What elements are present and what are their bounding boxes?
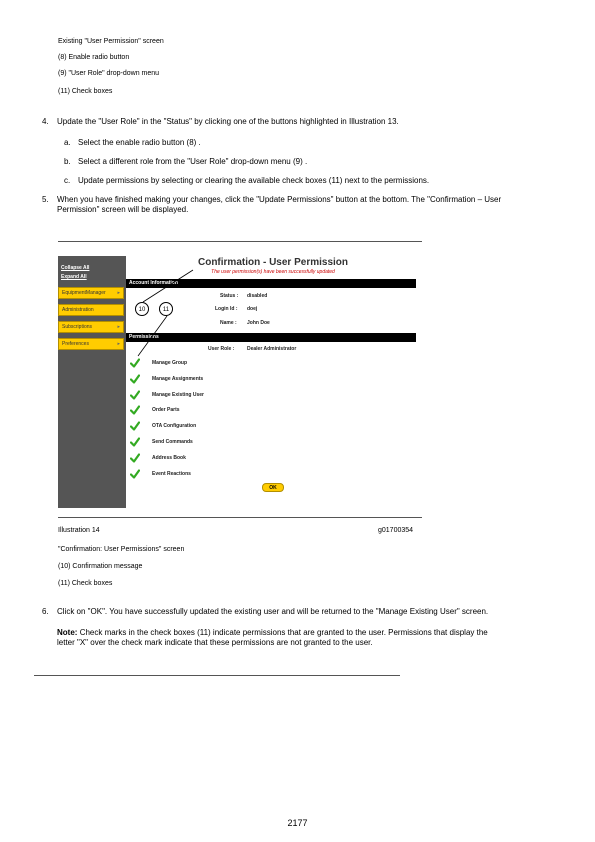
note	[57, 628, 567, 638]
permission-row	[130, 436, 330, 448]
permission-label: Manage Group	[152, 360, 188, 366]
step-text: Click on "OK". You have successfully updated the existing user and will be returned to the "Manage Existing User" screen.	[57, 607, 489, 616]
main-panel	[126, 256, 420, 508]
name-label: Name :	[220, 320, 237, 326]
checkmark-icon[interactable]	[130, 405, 140, 415]
checkmark-icon[interactable]	[130, 421, 140, 431]
permission-label: Order Parts	[152, 407, 180, 414]
sidebar-item-subscriptions[interactable]	[58, 321, 124, 333]
permission-row	[130, 389, 330, 401]
permission-label: Manage Assignments	[152, 375, 204, 382]
status-label: Status :	[220, 293, 239, 299]
login-label: Login Id :	[215, 306, 238, 312]
confirmation-message: The user permission(s) have been successfully updated	[211, 269, 335, 275]
permission-row	[130, 357, 330, 369]
permission-row	[130, 452, 330, 464]
permission-label: Address Book	[152, 454, 186, 461]
checkmark-icon[interactable]	[130, 374, 140, 384]
checkmark-icon[interactable]	[130, 437, 140, 447]
substep-letter: a.	[64, 138, 71, 147]
permission-row	[130, 373, 330, 385]
checkmark-icon[interactable]	[130, 390, 140, 400]
figure-bottom-rule	[58, 517, 422, 518]
illustration-caption: "Confirmation: User Permissions" screen	[58, 546, 185, 553]
step-number: 5.	[42, 195, 49, 204]
sidebar-item-equipment-manager[interactable]	[58, 287, 124, 299]
caption-item: (10) Confirmation message	[58, 563, 143, 570]
note-text-line: letter "X" over the check mark indicate that these permissions are not granted to the user.	[57, 638, 373, 647]
permission-row	[130, 404, 330, 416]
callout-10: 10	[135, 302, 149, 316]
step-number: 4.	[42, 117, 49, 126]
substep-letter: c.	[64, 176, 71, 185]
permission-label: Event Reactions	[152, 470, 191, 477]
checkmark-icon[interactable]	[130, 469, 140, 479]
status-value: disabled	[247, 293, 268, 299]
substep-text: Select the enable radio button (8) .	[78, 138, 201, 147]
permission-label: Send Commands	[152, 439, 193, 445]
account-information-band: Account Information	[126, 279, 416, 288]
step-text-line: Permission" screen will be displayed.	[57, 205, 189, 214]
permission-label: Manage Existing User	[152, 391, 204, 398]
user-role-value: Dealer Administrator	[247, 346, 297, 352]
callout-11: 11	[159, 302, 173, 316]
confirmation-screenshot	[58, 256, 420, 508]
caption-item: (11) Check boxes	[58, 88, 113, 95]
caption-item: (8) Enable radio button	[58, 54, 130, 61]
page-title: Confirmation - User Permission	[197, 257, 349, 268]
permission-row	[130, 420, 330, 432]
page-number: 2177	[287, 818, 308, 828]
sidebar-item-preferences[interactable]	[58, 338, 124, 350]
illustration-label: Illustration 14	[58, 527, 100, 534]
permission-row	[130, 468, 330, 480]
collapse-all-link[interactable]: Collapse All	[61, 265, 90, 271]
step-number: 6.	[42, 607, 49, 616]
sidebar-item-administration[interactable]	[58, 304, 124, 316]
expand-all-link[interactable]: Expand All	[61, 274, 87, 280]
permissions-band: Permissions	[126, 333, 416, 342]
name-value: John Doe	[247, 320, 270, 326]
substep-text: Select a different role from the "User Role" drop-down menu (9) .	[78, 157, 308, 166]
step-text-line: When you have finished making your changes, click the "Update Permissions" button at the bottom. The "Confirmation – User	[57, 195, 502, 204]
ok-button[interactable]: OK	[262, 483, 284, 492]
user-role-label: User Role :	[208, 346, 235, 352]
substep-text: Update permissions by selecting or clearing the available check boxes (11) next to the permissions.	[78, 176, 430, 185]
note-label: Note:	[57, 628, 78, 637]
caption-item: (9) "User Role" drop-down menu	[58, 70, 160, 77]
substep-letter: b.	[64, 157, 71, 166]
sidebar-item-label: Preferences	[62, 341, 89, 347]
caption-title: Existing "User Permission" screen	[58, 38, 164, 45]
caption-item: (11) Check boxes	[58, 580, 113, 587]
chevron-right-icon: ▸	[117, 341, 120, 347]
sidebar-item-label: Subscriptions	[62, 324, 93, 330]
note-text: Check marks in the check boxes (11) indicate permissions that are granted to the user. Permissions that display the	[79, 628, 488, 637]
footer-rule	[34, 675, 400, 676]
checkmark-icon[interactable]	[130, 453, 140, 463]
chevron-right-icon: ▸	[117, 324, 120, 330]
sidebar	[58, 256, 126, 508]
sidebar-item-label: EquipmentManager	[62, 290, 106, 296]
figure-top-rule	[58, 241, 422, 242]
illustration-code: g01700354	[378, 527, 414, 534]
permission-label: OTA Configuration	[152, 423, 197, 430]
checkmark-icon[interactable]	[130, 358, 140, 368]
login-value: doej	[247, 306, 258, 312]
sidebar-item-label: Administration	[62, 307, 94, 313]
chevron-right-icon: ▸	[117, 290, 120, 296]
step-text: Update the "User Role" in the "Status" by clicking one of the buttons highlighted in Illustration 13.	[57, 117, 399, 126]
